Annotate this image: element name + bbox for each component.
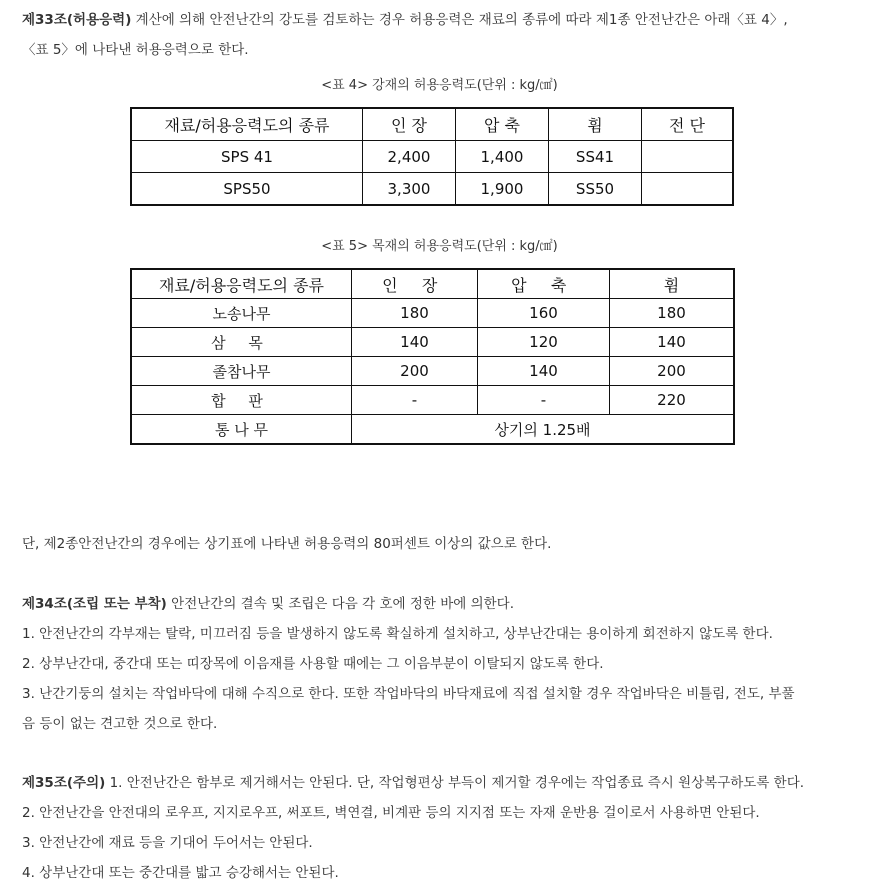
table-cell: 180 <box>352 299 478 328</box>
table-cell: SS41 <box>549 141 642 173</box>
table-cell: 2,400 <box>363 141 456 173</box>
table-cell: 140 <box>610 328 735 357</box>
table-header-cell: 휨 <box>549 108 642 141</box>
table-header-row <box>131 269 734 299</box>
table-cell: 140 <box>352 328 478 357</box>
table-cell: - <box>352 386 478 415</box>
table-row <box>131 357 734 386</box>
note-text: 단, 제2종안전난간의 경우에는 상기표에 나타낸 허용응력의 80퍼센트 이상의 값으로 한다. <box>22 536 552 552</box>
table-cell: 노송나무 <box>131 299 352 328</box>
table-header-cell: 재료/허용응력도의 종류 <box>131 108 363 141</box>
table-header-cell: 재료/허용응력도의 종류 <box>131 269 352 299</box>
table4-caption: <표 4> 강재의 허용응력도(단위 : kg/㎠) <box>321 78 558 93</box>
article34-intro: 안전난간의 결속 및 조립은 다음 각 호에 정한 바에 의한다. <box>166 596 515 612</box>
table-cell: 120 <box>478 328 610 357</box>
table-cell: - <box>478 386 610 415</box>
article34-item1: 1. 안전난간의 각부재는 탈락, 미끄러짐 등을 발생하지 않도록 확실하게 설치하고, 상부난간대는 용이하게 회전하지 않도록 한다. <box>22 626 773 642</box>
table-row <box>131 328 734 357</box>
table-header-row <box>131 108 733 141</box>
table-cell: SS50 <box>549 173 642 206</box>
table-cell: 160 <box>478 299 610 328</box>
article35-item4: 4. 상부난간대 또는 중간대를 밟고 승강해서는 안된다. <box>22 865 339 881</box>
article35-item2: 2. 안전난간을 안전대의 로우프, 지지로우프, 써포트, 벽연결, 비계판 등의 지지점 또는 자재 운반용 걸이로서 사용하면 안된다. <box>22 805 760 821</box>
table-cell: 200 <box>610 357 735 386</box>
article34-title: 제34조(조립 또는 부착) <box>22 596 167 612</box>
table-cell: 220 <box>610 386 735 415</box>
table-cell: SPS50 <box>131 173 363 206</box>
article34-paragraph <box>22 589 867 739</box>
article35-paragraph <box>22 768 867 888</box>
table-cell: 1,900 <box>456 173 549 206</box>
table-cell: SPS 41 <box>131 141 363 173</box>
table-cell: 통 나 무 <box>131 415 352 445</box>
table-header-cell: 인 장 <box>363 108 456 141</box>
table-cell: 140 <box>478 357 610 386</box>
table4 <box>130 107 734 206</box>
table-cell: 200 <box>352 357 478 386</box>
table-header-cell: 전 단 <box>642 108 734 141</box>
article35-title: 제35조(주의) <box>22 775 106 791</box>
table-header-cell: 휨 <box>610 269 735 299</box>
article33-text-line1: 계산에 의해 안전난간의 강도를 검토하는 경우 허용응력은 재료의 종류에 따라 제1종 안전난간은 아래〈표 4〉, <box>131 12 788 28</box>
table-cell: 3,300 <box>363 173 456 206</box>
article35-item1: 1. 안전난간은 함부로 제거해서는 안된다. 단, 작업형편상 부득이 제거할 경우에는 작업종료 즉시 원상복구하도록 한다. <box>105 775 805 791</box>
article33-title: 제33조(허용응력) <box>22 12 132 28</box>
table-row <box>131 141 733 173</box>
table-cell: 1,400 <box>456 141 549 173</box>
table-row <box>131 173 733 206</box>
table-header-cell: 압 축 <box>478 269 610 299</box>
table-cell: 졸참나무 <box>131 357 352 386</box>
table-cell: 삼 목 <box>131 328 352 357</box>
table-header-cell: 압 축 <box>456 108 549 141</box>
article34-item3-line2: 음 등이 없는 견고한 것으로 한다. <box>22 716 218 732</box>
table-cell: 합 판 <box>131 386 352 415</box>
table-cell: 180 <box>610 299 735 328</box>
table-row <box>131 299 734 328</box>
article33-text-line2: 〈표 5〉에 나타낸 허용응력으로 한다. <box>22 42 249 58</box>
article34-item3-line1: 3. 난간기둥의 설치는 작업바닥에 대해 수직으로 한다. 또한 작업바닥의 바닥재료에 직접 설치할 경우 작업바닥은 비틀림, 전도, 부풀 <box>22 686 795 702</box>
table5-caption: <표 5> 목재의 허용응력도(단위 : kg/㎠) <box>321 239 558 254</box>
table-cell-merged: 상기의 1.25배 <box>352 415 735 445</box>
table-header-cell: 인 장 <box>352 269 478 299</box>
table5 <box>130 268 735 445</box>
table-row <box>131 386 734 415</box>
table-cell <box>642 173 734 206</box>
table-row <box>131 415 734 445</box>
table-cell <box>642 141 734 173</box>
article34-item2: 2. 상부난간대, 중간대 또는 띠장목에 이음재를 사용할 때에는 그 이음부분이 이탈되지 않도록 한다. <box>22 656 604 672</box>
article33-paragraph <box>22 5 867 65</box>
article35-item3: 3. 안전난간에 재료 등을 기대어 두어서는 안된다. <box>22 835 313 851</box>
